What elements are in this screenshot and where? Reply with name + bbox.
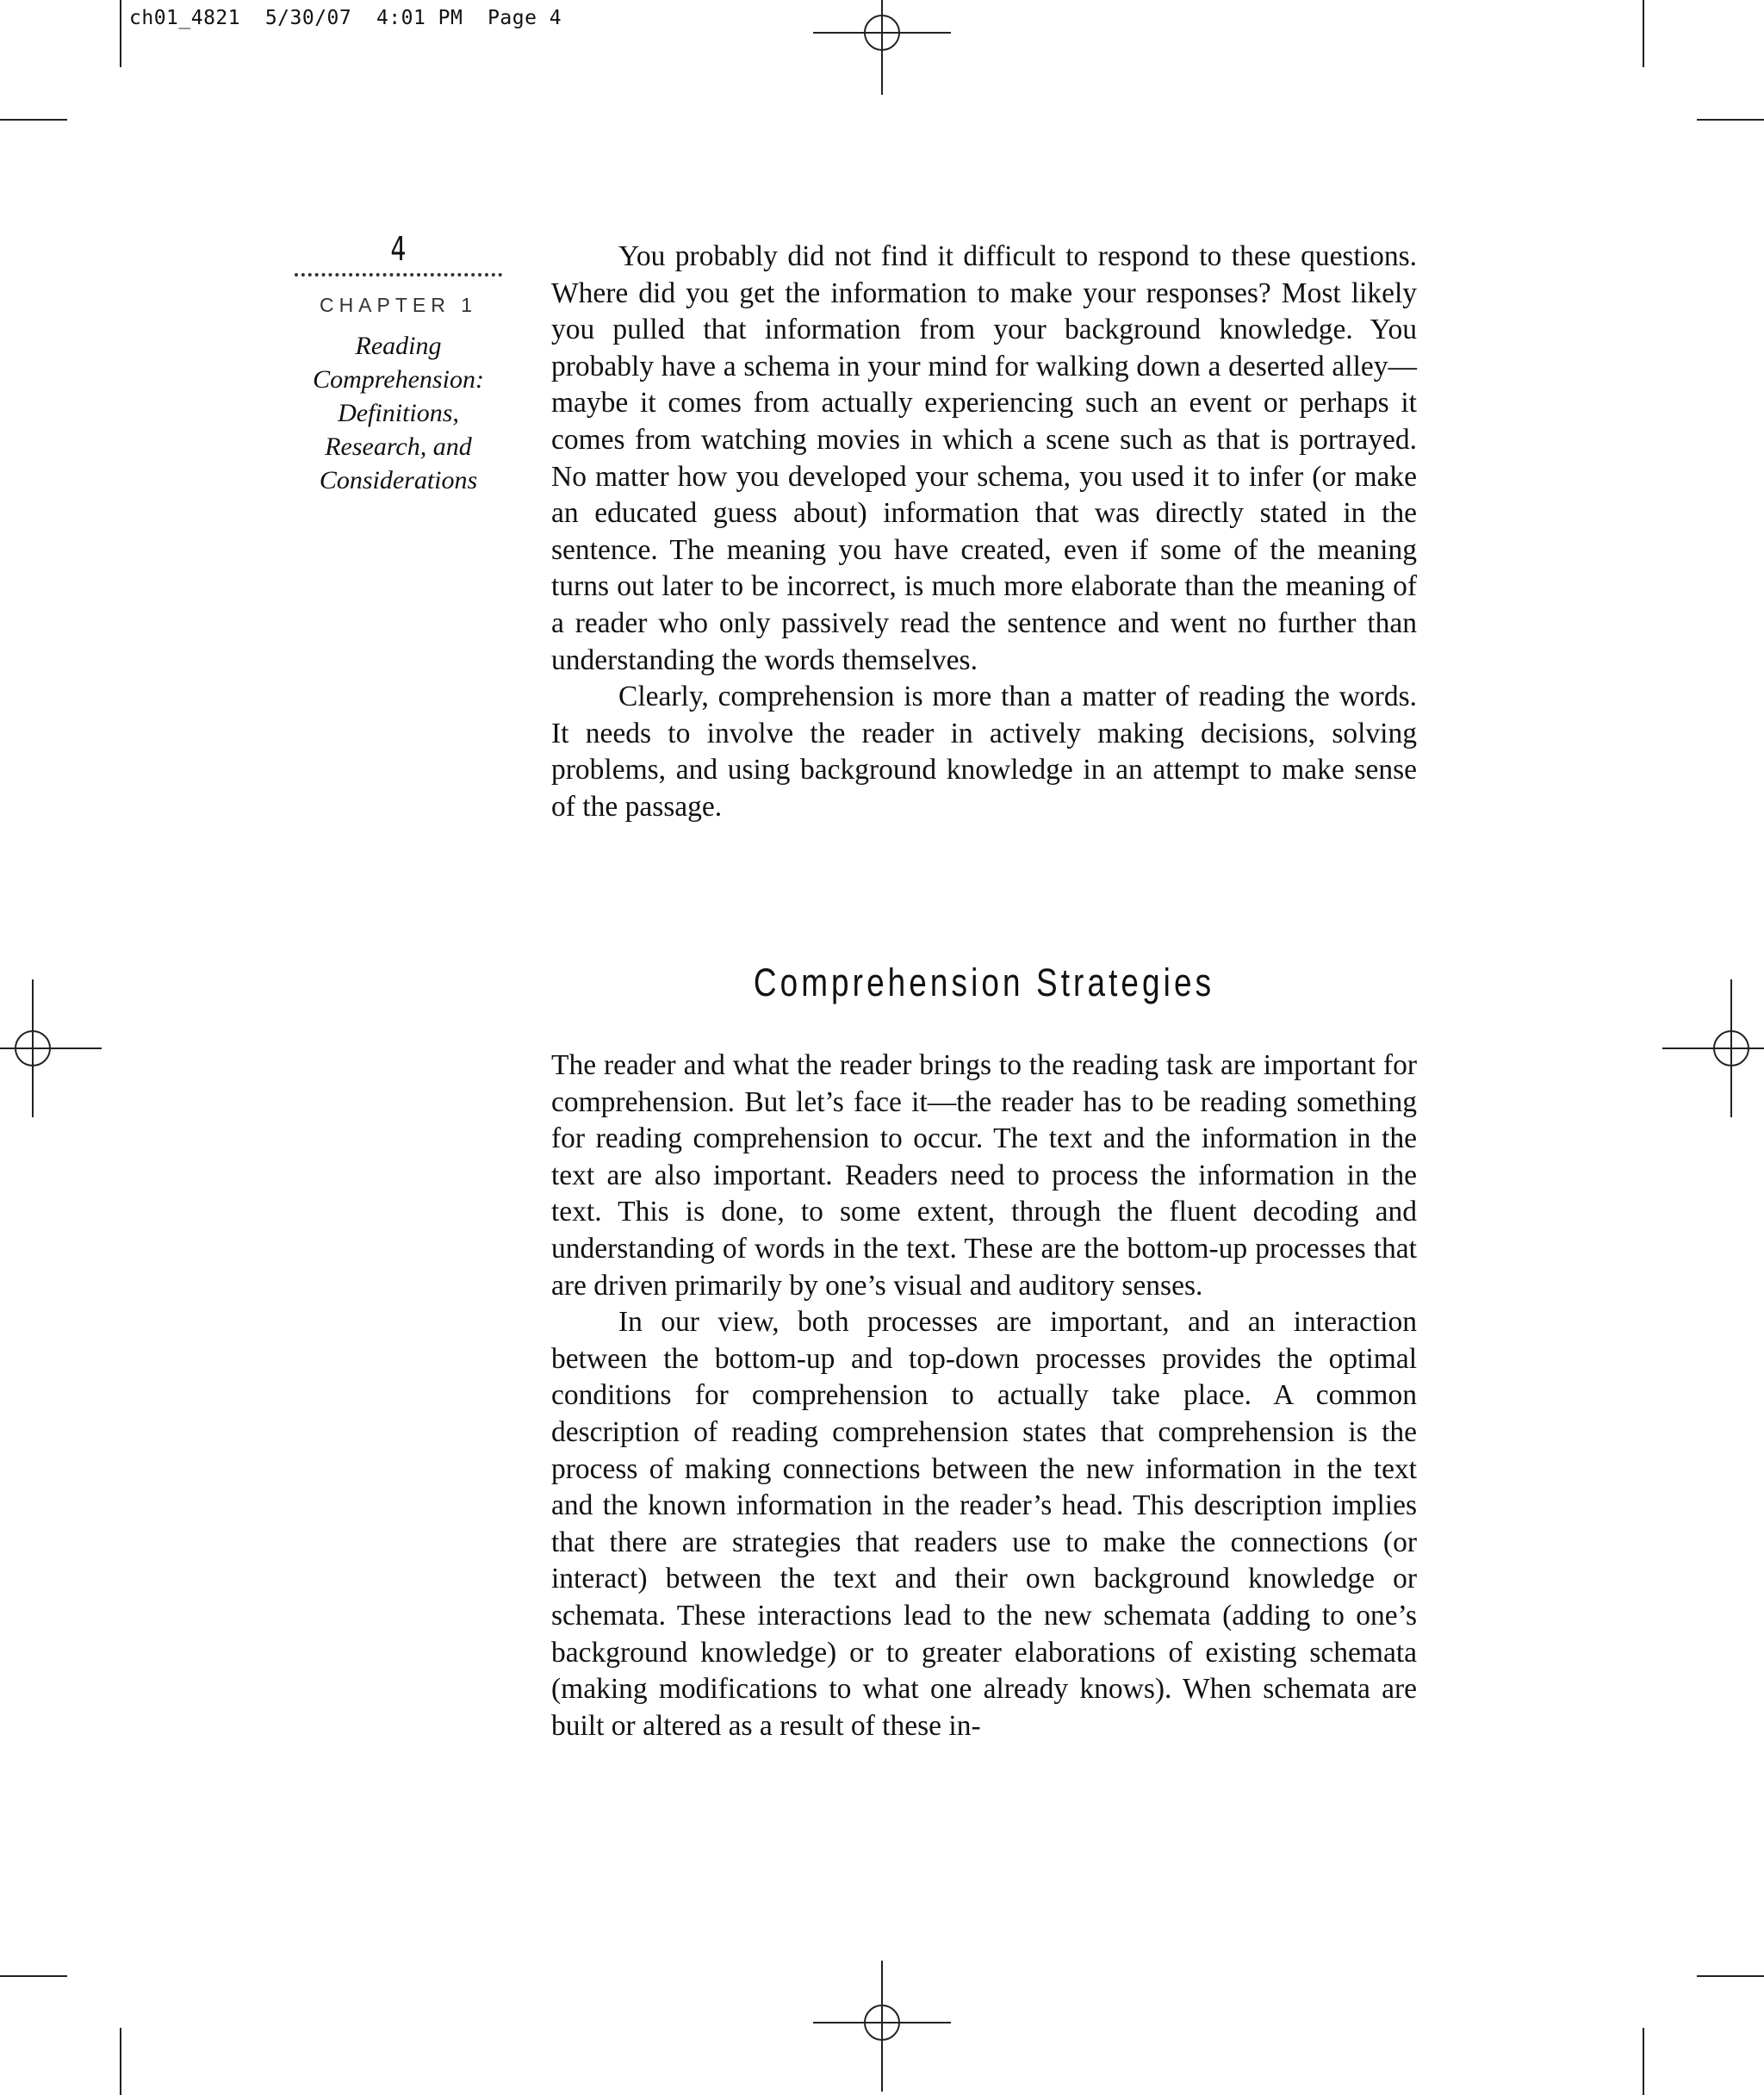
- page-number: 4: [390, 230, 407, 268]
- paragraph: In our view, both processes are important, and an interaction between the bottom-up and top-down processes provides the optimal conditions for comprehension to actually take place. A common description of reading comprehension states that comprehension is the process of making connections between the new information in the text and the known information in the reader’s head. This description implies that there are strategies that readers use to make the connections (or interact) between the text and their own background knowledge or schemata. These interactions lead to the new schemata (adding to one’s background knowledge) or to greater elaborations of existing schemata (making modifications to what one already knows). When schemata are built or altered as a result of these in-: [551, 1306, 1417, 1742]
- chapter-title-line: Research, and: [325, 432, 472, 461]
- paragraph: Clearly, comprehension is more than a matter of reading the words. It needs to involve the reader in actively making decisions, solving problems, and using background knowledge in an attempt to make sense of the passage.: [551, 681, 1417, 823]
- paragraph: You probably did not find it difficult to respond to these questions. Where did you get the information to make your responses? Most likely you pulled that information from your background knowledge. You probably have a schema in your mind for walking down a deserted alley—maybe it comes from actually experiencing such an event or perhaps it comes from watching movies in which a scene such as that is portrayed. No matter how you developed your schema, you used it to infer (or make an educated guess about) information that was directly stated in the sentence. The meaning you have created, even if some of the meaning turns out later to be incorrect, is much more elaborate than the meaning of a reader who only passively read the sentence and went no further than understanding the words themselves.: [551, 240, 1417, 676]
- chapter-title-line: Comprehension:: [313, 365, 484, 394]
- crop-mark-bottom-right-horizontal: [1697, 1975, 1764, 1977]
- crop-mark-bottom-left-vertical: [120, 2028, 121, 2095]
- crop-mark-top-left-vertical: [120, 0, 121, 67]
- crop-mark-bottom-left-horizontal: [0, 1975, 67, 1977]
- crop-mark-top-left-horizontal: [0, 119, 67, 121]
- chapter-title-line: Reading: [355, 332, 442, 360]
- body-text-section-1: [551, 239, 1417, 826]
- chapter-title-line: Definitions,: [338, 399, 459, 427]
- crop-mark-top-right-horizontal: [1697, 119, 1764, 121]
- registration-mark-left: [0, 979, 102, 1117]
- registration-mark-bottom: [813, 1954, 951, 2092]
- body-text-section-2: [551, 1048, 1417, 1744]
- dotted-rule: [295, 273, 502, 277]
- crop-mark-top-right-vertical: [1643, 0, 1644, 67]
- paragraph: The reader and what the reader brings to the reading task are important for comprehension. But let’s face it—the reader has to be reading something for reading comprehension to occur. The text and the information in the text are also important. Readers need to process the information in the text. This is done, to some extent, through the fluent decoding and understanding of words in the text. These are the bottom-up processes that are driven primarily by one’s visual and auditory senses.: [551, 1049, 1417, 1302]
- running-head-sidebar: [293, 228, 504, 497]
- crop-mark-bottom-right-vertical: [1643, 2028, 1644, 2095]
- section-heading: Comprehension Strategies: [753, 960, 1215, 1004]
- chapter-label: CHAPTER 1: [319, 294, 478, 316]
- print-slug: ch01_4821 5/30/07 4:01 PM Page 4: [129, 7, 562, 29]
- chapter-title: [293, 329, 504, 497]
- chapter-title-line: Considerations: [319, 466, 478, 494]
- registration-mark-right: [1662, 979, 1764, 1117]
- registration-mark-top: [813, 0, 951, 102]
